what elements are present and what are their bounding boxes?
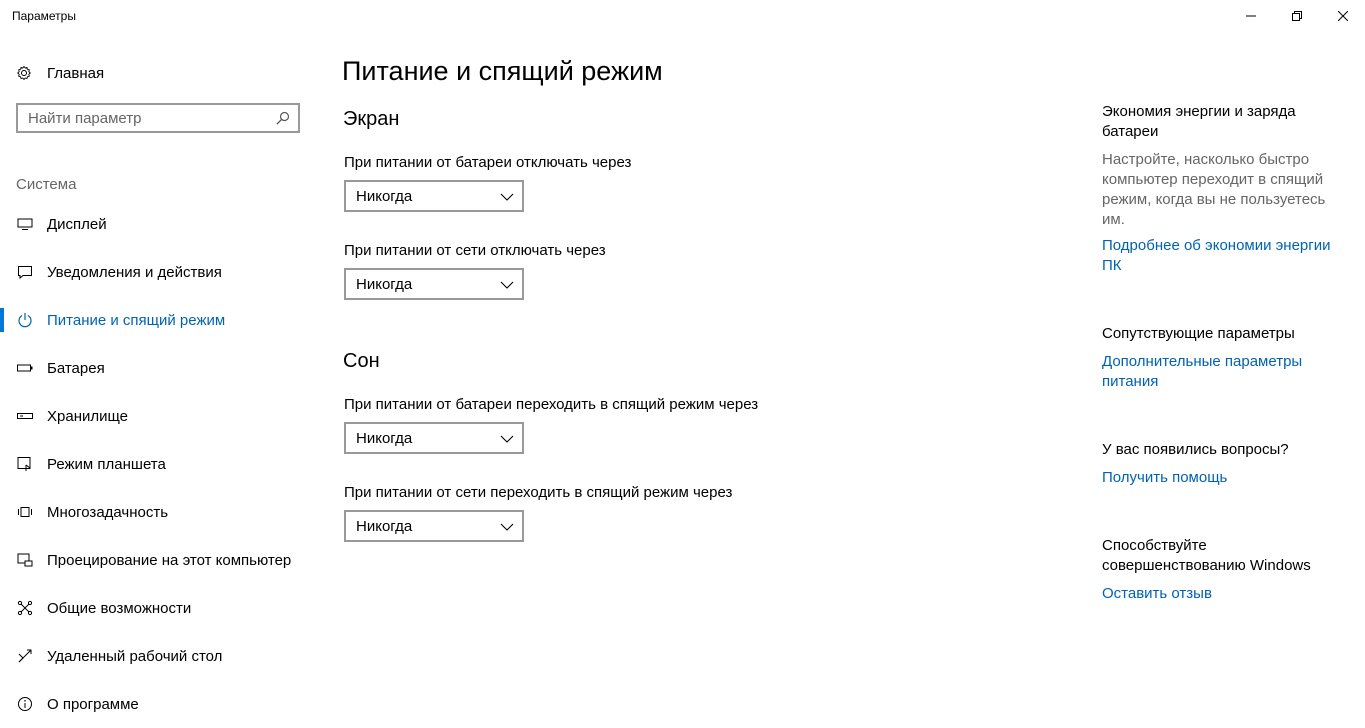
multitasking-icon	[17, 504, 33, 520]
battery-icon	[17, 360, 33, 376]
close-button[interactable]	[1320, 0, 1365, 32]
power-icon	[17, 312, 33, 328]
sidebar-item-label: Проецирование на этот компьютер	[47, 551, 292, 569]
sidebar-item-label: Дисплей	[47, 215, 107, 233]
sleep-ac-dropdown[interactable]	[344, 510, 524, 542]
related-settings-title: Сопутствующие параметры	[1102, 325, 1295, 342]
group-label-system: Система	[16, 176, 77, 193]
sidebar-item-label: Многозадачность	[47, 503, 169, 521]
feedback-block	[1102, 536, 1352, 604]
sidebar-item-remote-desktop[interactable]	[0, 632, 320, 680]
energy-saving-block	[1102, 102, 1352, 276]
page-title: Питание и спящий режим	[342, 56, 663, 86]
close-icon	[1338, 11, 1348, 21]
search-input[interactable]	[18, 110, 278, 127]
sidebar-item-multitasking[interactable]	[0, 488, 320, 536]
sleep-ac-label: При питании от сети переходить в спящий режим через	[344, 484, 733, 501]
sleep-battery-label: При питании от батареи переходить в спящий режим через	[344, 396, 759, 413]
related-settings-block	[1102, 324, 1352, 392]
minimize-button[interactable]	[1228, 0, 1274, 32]
minimize-icon	[1246, 11, 1256, 21]
sidebar-item-battery[interactable]	[0, 344, 320, 392]
sidebar-item-label: Удаленный рабочий стол	[47, 647, 223, 665]
search-icon[interactable]	[276, 111, 290, 125]
get-help-link[interactable]: Получить помощь	[1102, 469, 1228, 486]
sidebar-item-power-sleep[interactable]	[0, 296, 320, 344]
sidebar-item-label: Режим планшета	[47, 455, 166, 473]
energy-saving-title: Экономия энергии и заряда батареи	[1102, 103, 1296, 140]
home-link[interactable]	[16, 63, 104, 83]
remote-desktop-icon	[17, 648, 33, 664]
screen-ac-label: При питании от сети отключать через	[344, 242, 606, 259]
screen-battery-label: При питании от батареи отключать через	[344, 154, 632, 171]
chevron-down-icon	[500, 432, 514, 446]
projecting-icon	[17, 552, 33, 568]
window-title: Параметры	[12, 9, 76, 23]
chevron-down-icon	[500, 520, 514, 534]
sidebar-item-label: Уведомления и действия	[47, 263, 222, 281]
sidebar-item-projecting[interactable]	[0, 536, 320, 584]
sidebar-item-label: Хранилище	[47, 407, 128, 425]
sidebar-item-tablet-mode[interactable]	[0, 440, 320, 488]
energy-saving-link[interactable]: Подробнее об экономии энергии ПК	[1102, 237, 1331, 274]
chevron-down-icon	[500, 278, 514, 292]
sleep-battery-dropdown[interactable]	[344, 422, 524, 454]
sidebar-item-label: О программе	[47, 695, 139, 713]
section-title-screen: Экран	[343, 108, 400, 130]
questions-block	[1102, 440, 1352, 488]
home-label: Главная	[47, 64, 105, 82]
sidebar-item-shared-experiences[interactable]	[0, 584, 320, 632]
about-icon	[17, 696, 33, 712]
restore-icon	[1292, 11, 1302, 21]
sidebar-item-notifications[interactable]	[0, 248, 320, 296]
sidebar-item-storage[interactable]	[0, 392, 320, 440]
tablet-mode-icon	[17, 456, 33, 472]
dropdown-value: Никогда	[356, 275, 413, 293]
dropdown-value: Никогда	[356, 187, 413, 205]
sidebar-item-label: Общие возможности	[47, 599, 192, 617]
search-box[interactable]	[16, 103, 300, 133]
title-bar	[0, 0, 1365, 32]
sidebar-item-label: Батарея	[47, 359, 105, 377]
sidebar-item-label: Питание и спящий режим	[47, 311, 226, 329]
additional-power-settings-link[interactable]: Дополнительные параметры питания	[1102, 353, 1303, 390]
dropdown-value: Никогда	[356, 517, 413, 535]
notifications-icon	[17, 264, 33, 280]
dropdown-value: Никогда	[356, 429, 413, 447]
gear-icon	[16, 65, 32, 81]
screen-battery-dropdown[interactable]	[344, 180, 524, 212]
questions-title: У вас появились вопросы?	[1102, 441, 1289, 458]
energy-saving-desc: Настройте, насколько быстро компьютер переходит в спящий режим, когда вы не пользуетесь им.	[1102, 151, 1326, 228]
sidebar-item-display[interactable]	[0, 200, 320, 248]
storage-icon	[17, 408, 33, 424]
sidebar-item-about[interactable]	[0, 680, 320, 728]
display-icon	[17, 216, 33, 232]
screen-ac-dropdown[interactable]	[344, 268, 524, 300]
shared-experiences-icon	[17, 600, 33, 616]
chevron-down-icon	[500, 190, 514, 204]
sidebar	[0, 32, 320, 727]
restore-button[interactable]	[1274, 0, 1320, 32]
feedback-title: Способствуйте совершенствованию Windows	[1102, 537, 1311, 574]
give-feedback-link[interactable]: Оставить отзыв	[1102, 585, 1212, 602]
section-title-sleep: Сон	[343, 350, 380, 372]
